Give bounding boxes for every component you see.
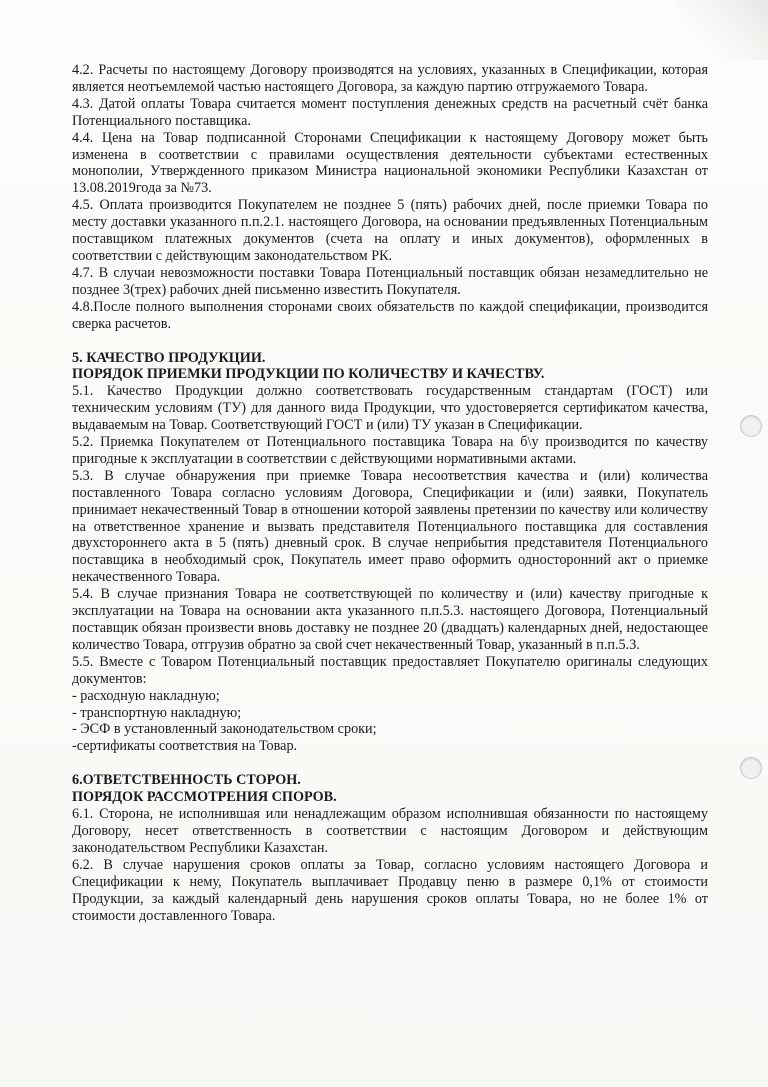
page-corner-fold <box>678 0 768 60</box>
list-item: - транспортную накладную; <box>72 704 242 721</box>
section-5-subheading: ПОРЯДОК ПРИЕМКИ ПРОДУКЦИИ ПО КОЛИЧЕСТВУ И КАЧЕСТВУ. <box>72 366 545 383</box>
paragraph-5-3: 5.3. В случае обнаружения при приемке Товара несоответствия качества и (или) количества поставленного Товара согласно условиям Договора, Спецификации и (или) заявки, Покупатель принимает некачественный Товар в отношении которой заявлены претензии по качеству или количеству на ответственное хранение и вызвать представителя Потенциального поставщика для составления двухстороннего акта в 5 (пять) дневный срок. В случае неприбытия представителя Потенциального поставщика в необходимый срок, Покупатель имеет право оформить односторонний акт о приемке некачественного Товара. <box>72 467 708 586</box>
paragraph-6-1: 6.1. Сторона, не исполнившая или ненадлежащим образом исполнившая обязанности по настоящему Договору, несет ответственность в соответствии с настоящим Договором и действующим законодательством Республики Казахстан. <box>72 806 708 856</box>
paragraph-5-2: 5.2. Приемка Покупателем от Потенциального поставщика Товара на б\у производится по качеству пригодные к эксплуатации в соответствии с действующими нормативными актами. <box>72 434 708 467</box>
paragraph-4-8: 4.8.После полного выполнения сторонами своих обязательств по каждой спецификации, производится сверка расчетов. <box>72 298 708 332</box>
list-item: - ЭСФ в установленный законодательством сроки; <box>72 721 377 738</box>
list-item: -сертификаты соответствия на Товар. <box>72 738 298 755</box>
paragraph-4-4: 4.4. Цена на Товар подписанной Сторонами Спецификации к настоящему Договору может быть изменена в соответствии с правилами осуществления деятельности субъектами естественных монополии, Утвержденного приказом Министра национальной экономики Республики Казахстан от 13.08.2019года за №73. <box>72 129 708 197</box>
paragraph-5-5: 5.5. Вместе с Товаром Потенциальный поставщик предоставляет Покупателю оригиналы следующих документов: <box>72 653 708 687</box>
paragraph-5-4: 5.4. В случае признания Товара не соответствующей по количеству и (или) качеству пригодные к эксплуатации на Товара на основании акта указанного п.п.5.3. настоящего Договора, Потенциальный поставщик обязан произвести вновь доставку не позднее 20 (двадцать) календарных дней, недостающее количество Товара, отгрузив обратно за свой счет некачественный Товар, указанный в п.п.5.3. <box>72 586 708 653</box>
paragraph-4-7: 4.7. В случаи невозможности поставки Товара Потенциальный поставщик обязан незамедлительно не позднее 3(трех) рабочих дней письменно известить Покупателя. <box>72 264 708 298</box>
section-5-heading: 5. КАЧЕСТВО ПРОДУКЦИИ. <box>72 349 266 366</box>
paragraph-6-2: 6.2. В случае нарушения сроков оплаты за Товар, согласно условиям настоящего Договора и Спецификации к нему, Покупатель выплачивает Продавцу пеню в размере 0,1% от стоимости Продукции, за каждый календарный день нарушения сроков оплаты Товара, но не более 1% от стоимости доставленного Товара. <box>72 856 708 924</box>
section-6-subheading: ПОРЯДОК РАССМОТРЕНИЯ СПОРОВ. <box>72 789 337 806</box>
punch-hole <box>740 415 762 437</box>
paragraph-4-5: 4.5. Оплата производится Покупателем не позднее 5 (пять) рабочих дней, после приемки Товара по месту доставки указанного п.п.2.1. настоящего Договора, на основании предъявленных Потенциальным поставщиком платежных документов (счета на оплату и иных документов), оформленных в соответствии с действующим законодательством РК. <box>72 197 708 264</box>
section-6-heading: 6.ОТВЕТСТВЕННОСТЬ СТОРОН. <box>72 772 301 789</box>
paragraph-5-1: 5.1. Качество Продукции должно соответствовать государственным стандартам (ГОСТ) или техническим условиям (ТУ) для данного вида Продукции, что удостоверяется сертификатом качества, выдаваемым на Товар. Соответствующий ГОСТ и (или) ТУ указан в Спецификации. <box>72 383 708 434</box>
paragraph-4-2: 4.2. Расчеты по настоящему Договору производятся на условиях, указанных в Спецификации, которая является неотъемлемой частью настоящего Договора, за каждую партию отгружаемого Товара. <box>72 62 708 95</box>
document-body <box>72 62 708 924</box>
list-item: - расходную накладную; <box>72 687 220 704</box>
punch-hole <box>740 757 762 779</box>
paragraph-4-3: 4.3. Датой оплаты Товара считается момент поступления денежных средств на расчетный счёт банка Потенциального поставщика. <box>72 95 708 129</box>
